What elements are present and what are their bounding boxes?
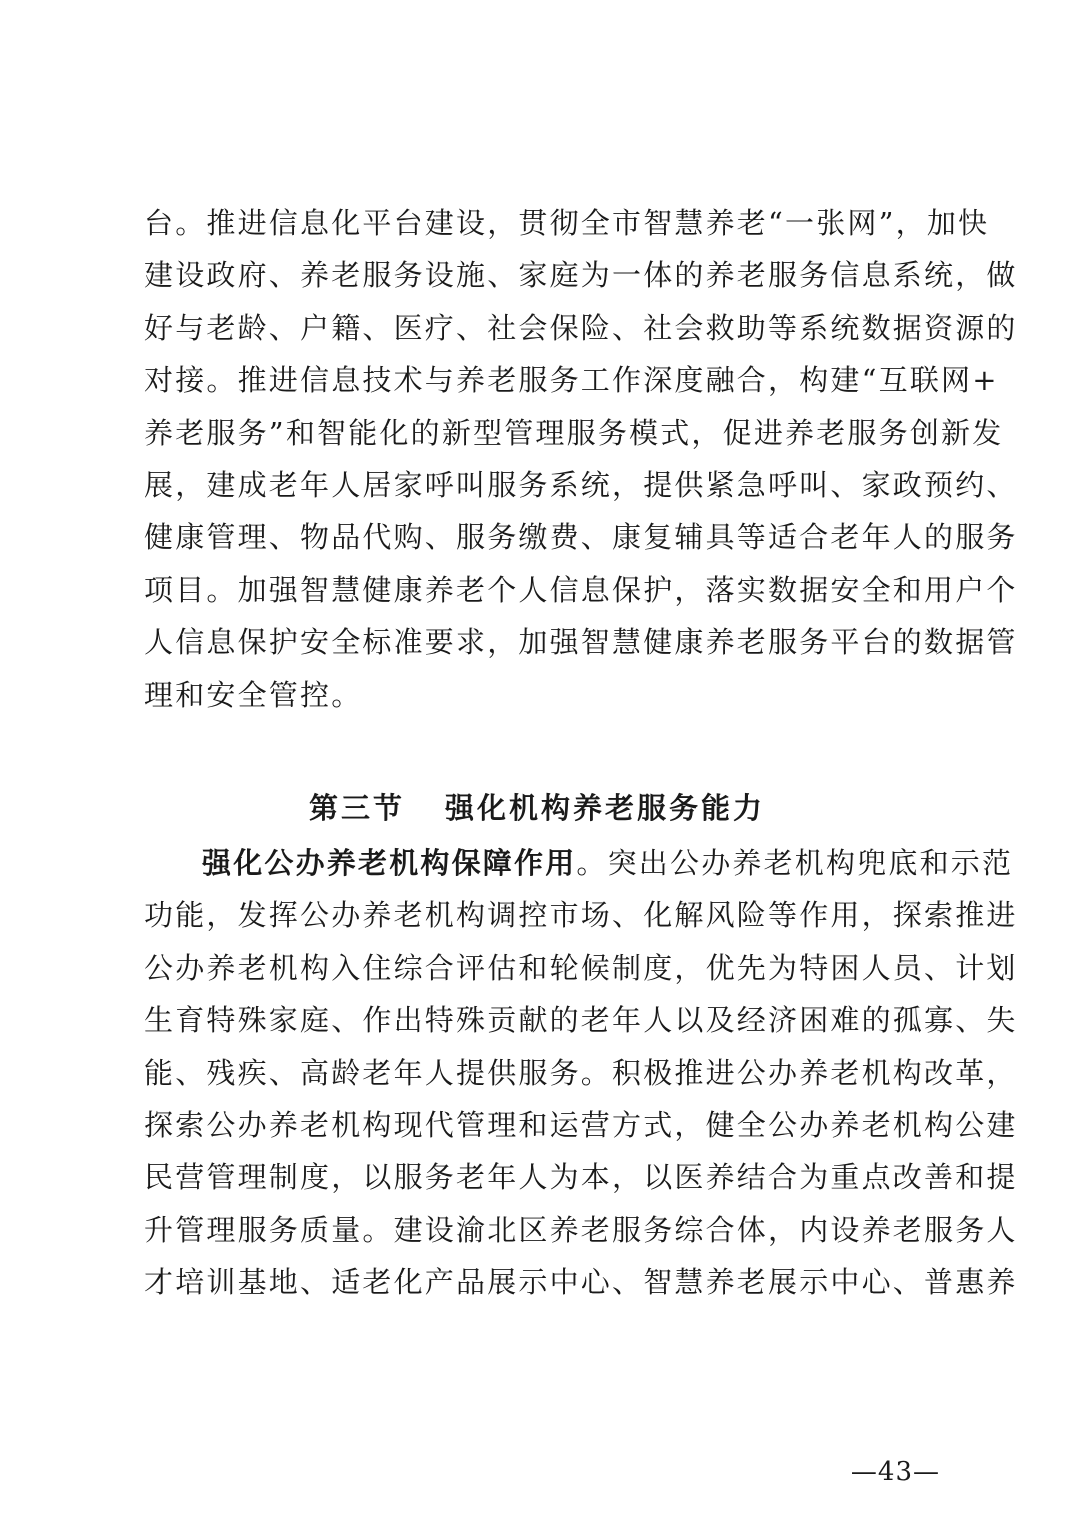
text-line: 理和安全管控。 [144,677,363,712]
text-line: 生育特殊家庭、作出特殊贡献的老年人以及经济困难的孤寡、失 [144,1003,1018,1038]
text-line: 升管理服务质量。建设渝北区养老服务综合体，内设养老服务人 [144,1212,1018,1247]
page-number: —43— [850,1457,940,1487]
text-line: 才培训基地、适老化产品展示中心、智慧养老展示中心、普惠养 [144,1265,1018,1300]
text-line: 台。推进信息化平台建设，贯彻全市智慧养老“一张网”，加快 [144,206,990,240]
paragraph-lead-rest: 。突出公办养老机构兜底和示范 [576,846,1014,880]
section-heading [0,788,1074,828]
text-line: 民营管理制度，以服务老年人为本，以医养结合为重点改善和提 [144,1160,1018,1195]
section-number: 第三节 [308,791,405,825]
paragraph-smart-elderly-care [144,197,1018,721]
text-line: 养老服务”和智能化的新型管理服务模式，促进养老服务创新发 [144,415,1004,450]
text-line: 人信息保护安全标准要求，加强智慧健康养老服务平台的数据管 [144,625,1018,660]
text-line: 能、残疾、高龄老年人提供服务。积极推进公办养老机构改革， [144,1055,1018,1090]
text-line: 对接。推进信息技术与养老服务工作深度融合，构建“互联网+ [144,363,999,398]
section-title: 强化机构养老服务能力 [445,791,766,825]
text-line: 项目。加强智慧健康养老个人信息保护，落实数据安全和用户个 [144,572,1018,607]
text-line: 公办养老机构入住综合评估和轮候制度，优先为特困人员、计划 [144,950,1018,985]
paragraph-public-institutions [144,837,1018,1309]
text-line: 功能，发挥公办养老机构调控市场、化解风险等作用，探索推进 [144,898,1018,933]
paragraph-lead: 强化公办养老机构保障作用 [202,846,577,880]
text-line: 好与老龄、户籍、医疗、社会保险、社会救助等系统数据资源的 [144,310,1018,345]
text-line [144,837,1014,889]
text-line: 建设政府、养老服务设施、家庭为一体的养老服务信息系统，做 [144,258,1018,293]
text-line: 健康管理、物品代购、服务缴费、康复辅具等适合老年人的服务 [144,520,1018,555]
text-line: 探索公办养老机构现代管理和运营方式，健全公办养老机构公建 [144,1107,1018,1142]
text-line: 展，建成老年人居家呼叫服务系统，提供紧急呼叫、家政预约、 [144,467,1018,502]
